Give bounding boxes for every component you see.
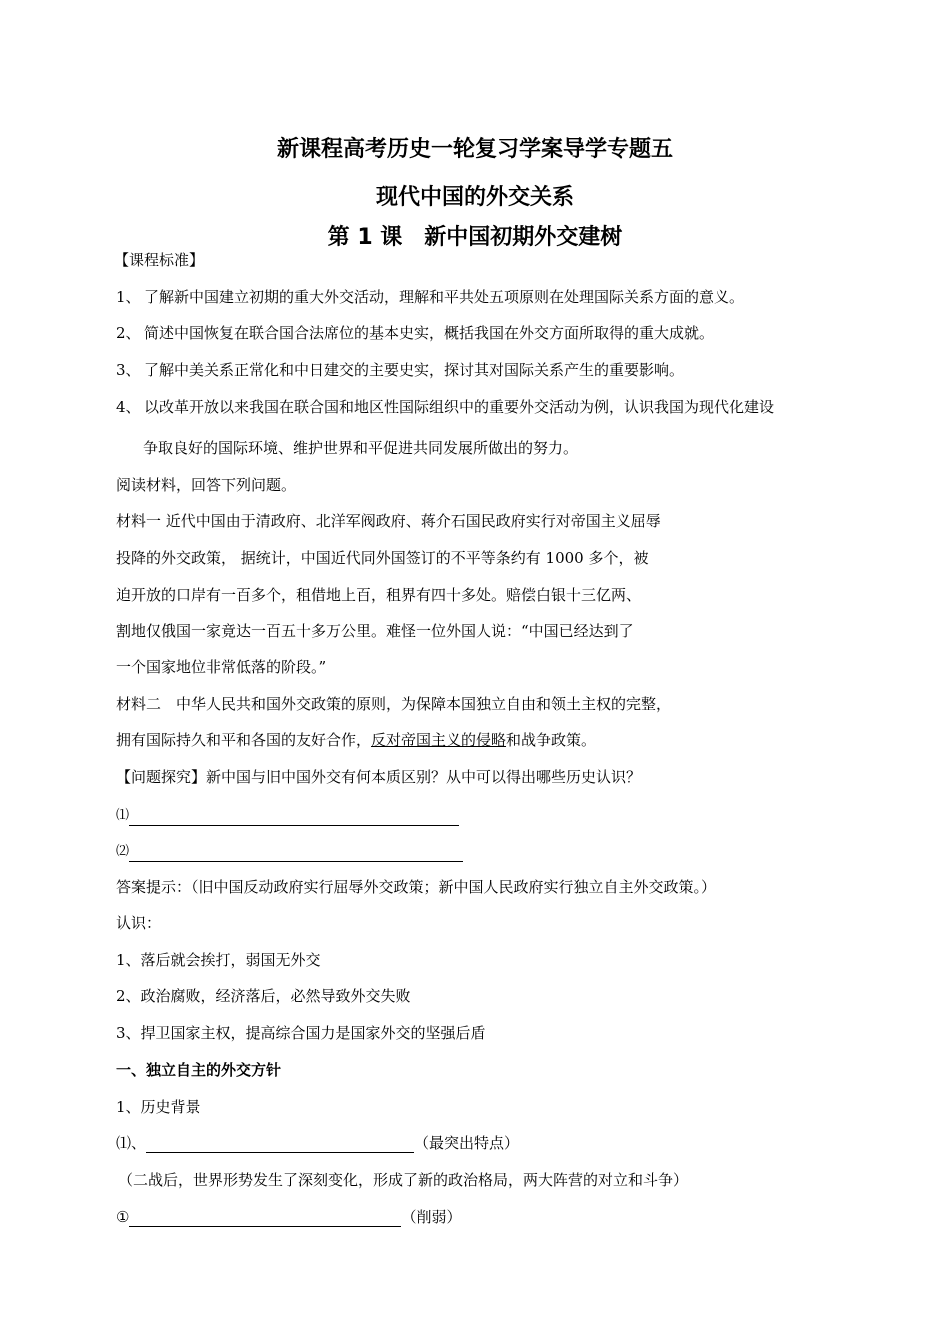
standard-item-3 xyxy=(116,360,684,380)
material-one-line: 割地仅俄国一家竟达一百五十多万公里。难怪一位外国人说：“中国已经达到了 xyxy=(116,622,634,640)
answer-blank-row-2 xyxy=(116,840,463,862)
standard-item-1 xyxy=(116,287,744,307)
underlined-phrase: 反对帝国主义的侵略 xyxy=(371,731,507,749)
standard-item-4 xyxy=(116,397,774,417)
standard-text: 简述中国恢复在联合国合法席位的基本史实，概括我国在外交方面所取得的重大成就。 xyxy=(144,324,715,342)
material-two-text: 和战争政策。 xyxy=(506,731,597,749)
fill-in-blank[interactable] xyxy=(146,1136,414,1153)
answer-blank-field[interactable] xyxy=(129,809,459,826)
material-two-line xyxy=(116,730,596,750)
context-note: （二战后，世界形势发生了深刻变化，形成了新的政治格局，两大阵营的对立和斗争） xyxy=(118,1171,689,1189)
standard-number: 1、 xyxy=(116,288,141,306)
blank-label: ⑵ xyxy=(116,844,130,859)
answer-blank-row-1 xyxy=(116,804,459,826)
blank-hint: （最突出特点） xyxy=(414,1134,520,1152)
fill-in-blank[interactable] xyxy=(129,1210,401,1227)
fill-in-row-1 xyxy=(116,1133,519,1153)
standard-item-2 xyxy=(116,323,714,343)
material-one-line: 一个国家地位非常低落的阶段。” xyxy=(116,658,327,676)
standard-item-4-continued: 争取良好的国际环境、维护世界和平促进共同发展所做出的努力。 xyxy=(143,439,579,457)
standards-heading: 【课程标准】 xyxy=(114,251,205,269)
material-two-text: 拥有国际持久和平和各国的友好合作， xyxy=(116,731,372,749)
answer-hint: 答案提示：（旧中国反动政府实行屈辱外交政策；新中国人民政府实行独立自主外交政策。） xyxy=(116,878,717,896)
standard-number: 2、 xyxy=(116,324,141,342)
reading-prompt: 阅读材料，回答下列问题。 xyxy=(116,476,297,494)
material-one-line: 投降的外交政策， 据统计，中国近代同外国签订的不平等条约有 1000 多个，被 xyxy=(116,549,649,567)
subsection-heading: 1、历史背景 xyxy=(116,1098,201,1116)
answer-blank-field[interactable] xyxy=(129,845,463,862)
material-one-line: 材料一 近代中国由于清政府、北洋军阀政府、蒋介石国民政府实行对帝国主义屈辱 xyxy=(116,512,661,530)
inquiry-heading: 【问题探究】新中国与旧中国外交有何本质区别？从中可以得出哪些历史认识？ xyxy=(116,768,642,786)
standard-text: 了解中美关系正常化和中日建交的主要史实，探讨其对国际关系产生的重要影响。 xyxy=(144,361,685,379)
material-one-line: 迫开放的口岸有一百多个，租借地上百，租界有四十多处。赔偿白银十三亿两、 xyxy=(116,586,642,604)
standard-text: 以改革开放以来我国在联合国和地区性国际组织中的重要外交活动为例，认识我国为现代化建设 xyxy=(144,398,775,416)
insight-item: 2、政治腐败，经济落后，必然导致外交失败 xyxy=(116,987,411,1005)
lesson-title: 第 1 课 新中国初期外交建树 xyxy=(327,225,623,250)
standard-number: 4、 xyxy=(116,398,141,416)
insight-label: 认识： xyxy=(116,914,162,932)
section-heading: 一、独立自主的外交方针 xyxy=(116,1061,282,1079)
blank-label: ⑴ xyxy=(116,808,130,823)
document-title: 新课程高考历史一轮复习学案导学专题五 xyxy=(276,137,673,162)
standard-number: 3、 xyxy=(116,361,141,379)
topic-title: 现代中国的外交关系 xyxy=(375,185,574,210)
insight-item: 1、落后就会挨打，弱国无外交 xyxy=(116,951,321,969)
insight-item: 3、捍卫国家主权，提高综合国力是国家外交的坚强后盾 xyxy=(116,1024,486,1042)
blank-hint: （削弱） xyxy=(401,1208,462,1226)
blank-label: ① xyxy=(116,1208,130,1226)
standard-text: 了解新中国建立初期的重大外交活动，理解和平共处五项原则在处理国际关系方面的意义。 xyxy=(144,288,745,306)
material-two-line: 材料二 中华人民共和国外交政策的原则，为保障本国独立自由和领土主权的完整， xyxy=(116,695,672,713)
blank-label: ⑴、 xyxy=(116,1134,147,1152)
fill-in-row-2 xyxy=(116,1207,461,1227)
